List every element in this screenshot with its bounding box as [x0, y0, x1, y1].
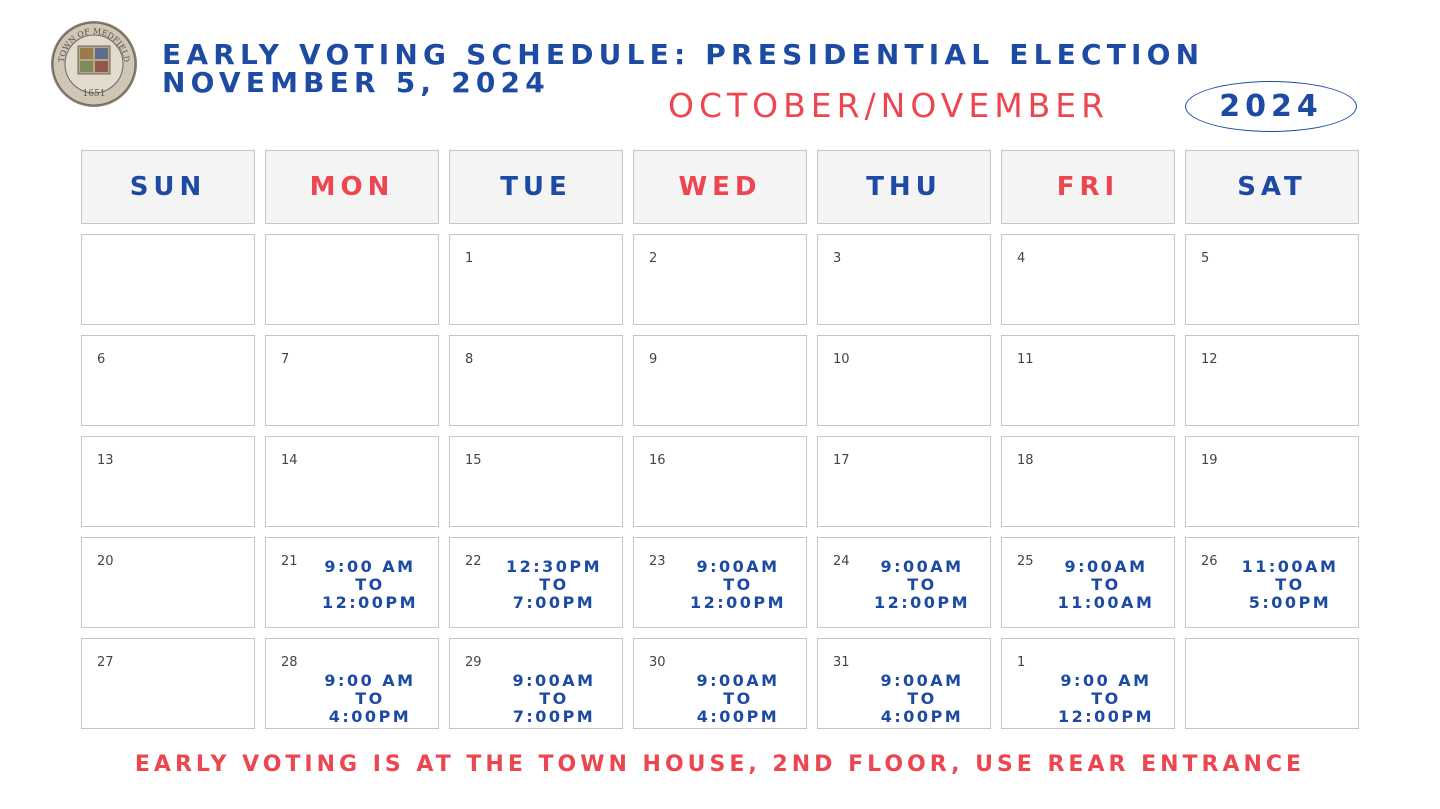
voting-hours-line: 12:30PM	[505, 557, 603, 576]
voting-hours-line: TO	[723, 689, 753, 708]
calendar-day-cell	[1001, 436, 1175, 527]
day-header-tue: TUE	[449, 150, 623, 224]
day-number: 3	[833, 251, 842, 266]
day-number: 30	[649, 655, 666, 670]
calendar-day-cell	[449, 234, 623, 325]
voting-hours-line: 11:00AM	[1241, 557, 1339, 576]
voting-hours	[302, 672, 438, 726]
location-notice: EARLY VOTING IS AT THE TOWN HOUSE, 2ND FLOOR, USE REAR ENTRANCE	[134, 752, 1306, 777]
calendar-grid	[81, 150, 1359, 729]
day-number: 8	[465, 352, 474, 367]
day-header-sat: SAT	[1185, 150, 1359, 224]
day-number: 12	[1201, 352, 1218, 367]
voting-hours-line: TO	[1091, 689, 1121, 708]
voting-hours-line: TO	[907, 575, 937, 594]
day-number: 15	[465, 453, 482, 468]
voting-hours-line: TO	[539, 575, 569, 594]
voting-hours-line: 4:00PM	[328, 707, 412, 726]
schedule-title: EARLY VOTING SCHEDULE: PRESIDENTIAL ELECTION	[162, 38, 1205, 71]
calendar-day-cell	[265, 436, 439, 527]
voting-hours-line: TO	[355, 689, 385, 708]
calendar-day-cell	[817, 335, 991, 426]
calendar-day-cell	[265, 234, 439, 325]
voting-hours-line: 4:00PM	[696, 707, 780, 726]
voting-hours-line: 9:00AM	[512, 671, 596, 690]
svg-text:1651: 1651	[82, 89, 106, 99]
day-number: 23	[649, 554, 666, 569]
calendar-day-cell	[1185, 537, 1359, 628]
election-date: NOVEMBER 5, 2024	[162, 66, 550, 99]
town-seal-logo	[50, 20, 138, 108]
voting-hours-line: 12:00PM	[1057, 707, 1155, 726]
day-number: 20	[97, 554, 114, 569]
voting-hours-line: TO	[1275, 575, 1305, 594]
voting-hours	[486, 672, 622, 726]
voting-hours	[486, 558, 622, 612]
calendar-day-cell	[449, 335, 623, 426]
voting-hours-line: 9:00AM	[696, 557, 780, 576]
voting-hours-line: 7:00PM	[512, 593, 596, 612]
voting-hours	[670, 558, 806, 612]
calendar-day-cell	[265, 335, 439, 426]
voting-hours-line: TO	[1091, 575, 1121, 594]
calendar-day-cell	[81, 537, 255, 628]
day-number: 18	[1017, 453, 1034, 468]
calendar-day-cell	[633, 638, 807, 729]
day-number: 27	[97, 655, 114, 670]
calendar-day-cell	[1001, 335, 1175, 426]
day-number: 1	[1017, 655, 1026, 670]
calendar-day-cell	[81, 234, 255, 325]
voting-hours	[854, 558, 990, 612]
day-header-fri: FRI	[1001, 150, 1175, 224]
voting-hours-line: 9:00AM	[696, 671, 780, 690]
calendar-day-cell	[817, 436, 991, 527]
day-number: 24	[833, 554, 850, 569]
voting-hours	[1038, 558, 1174, 612]
day-number: 10	[833, 352, 850, 367]
calendar-day-cell	[81, 638, 255, 729]
day-number: 19	[1201, 453, 1218, 468]
voting-hours-line: 9:00AM	[880, 557, 964, 576]
calendar-day-cell	[449, 537, 623, 628]
day-header-thu: THU	[817, 150, 991, 224]
voting-hours-line: 12:00PM	[689, 593, 787, 612]
voting-hours	[1038, 672, 1174, 726]
voting-hours-line: 4:00PM	[880, 707, 964, 726]
calendar-day-cell	[633, 335, 807, 426]
day-number: 14	[281, 453, 298, 468]
day-number: 29	[465, 655, 482, 670]
calendar-day-cell	[817, 234, 991, 325]
calendar-day-cell	[449, 638, 623, 729]
day-number: 13	[97, 453, 114, 468]
voting-hours-line: 9:00AM	[1064, 557, 1148, 576]
day-number: 28	[281, 655, 298, 670]
voting-hours-line: TO	[723, 575, 753, 594]
voting-hours-line: 9:00 AM	[324, 557, 416, 576]
day-number: 2	[649, 251, 658, 266]
day-number: 17	[833, 453, 850, 468]
year-badge: 2024	[1185, 81, 1357, 132]
calendar-day-cell	[817, 638, 991, 729]
voting-hours-line: TO	[539, 689, 569, 708]
day-number: 4	[1017, 251, 1026, 266]
calendar-day-cell	[81, 436, 255, 527]
calendar-day-cell	[1185, 436, 1359, 527]
voting-hours-line: 11:00AM	[1057, 593, 1155, 612]
day-header-wed: WED	[633, 150, 807, 224]
day-number: 1	[465, 251, 474, 266]
voting-hours-line: 9:00 AM	[1060, 671, 1152, 690]
voting-hours-line: TO	[907, 689, 937, 708]
voting-hours-line: 12:00PM	[873, 593, 971, 612]
voting-hours-line: 9:00AM	[880, 671, 964, 690]
day-number: 5	[1201, 251, 1210, 266]
calendar-day-cell	[449, 436, 623, 527]
voting-hours-line: 5:00PM	[1248, 593, 1332, 612]
day-header-sun: SUN	[81, 150, 255, 224]
calendar-day-cell	[1001, 234, 1175, 325]
day-number: 22	[465, 554, 482, 569]
calendar-day-cell	[633, 234, 807, 325]
day-number: 31	[833, 655, 850, 670]
calendar-day-cell	[1185, 638, 1359, 729]
calendar-day-cell	[1001, 638, 1175, 729]
voting-hours-line: TO	[355, 575, 385, 594]
voting-hours-line: 9:00 AM	[324, 671, 416, 690]
voting-hours-line: 12:00PM	[321, 593, 419, 612]
calendar-day-cell	[1185, 335, 1359, 426]
day-number: 6	[97, 352, 106, 367]
voting-hours	[854, 672, 990, 726]
calendar-day-cell	[817, 537, 991, 628]
day-number: 7	[281, 352, 290, 367]
svg-text:TOWN OF MEDFIELD: TOWN OF MEDFIELD	[56, 26, 132, 63]
calendar-day-cell	[1185, 234, 1359, 325]
day-number: 26	[1201, 554, 1218, 569]
month-label: OCTOBER/NOVEMBER	[668, 86, 1110, 125]
voting-hours	[670, 672, 806, 726]
day-number: 11	[1017, 352, 1034, 367]
day-number: 9	[649, 352, 658, 367]
day-number: 21	[281, 554, 298, 569]
voting-hours	[302, 558, 438, 612]
calendar-day-cell	[1001, 537, 1175, 628]
day-number: 16	[649, 453, 666, 468]
calendar-day-cell	[633, 436, 807, 527]
day-header-mon: MON	[265, 150, 439, 224]
voting-hours	[1222, 558, 1358, 612]
voting-hours-line: 7:00PM	[512, 707, 596, 726]
calendar-day-cell	[265, 537, 439, 628]
day-number: 25	[1017, 554, 1034, 569]
calendar-day-cell	[265, 638, 439, 729]
calendar-day-cell	[81, 335, 255, 426]
calendar-day-cell	[633, 537, 807, 628]
